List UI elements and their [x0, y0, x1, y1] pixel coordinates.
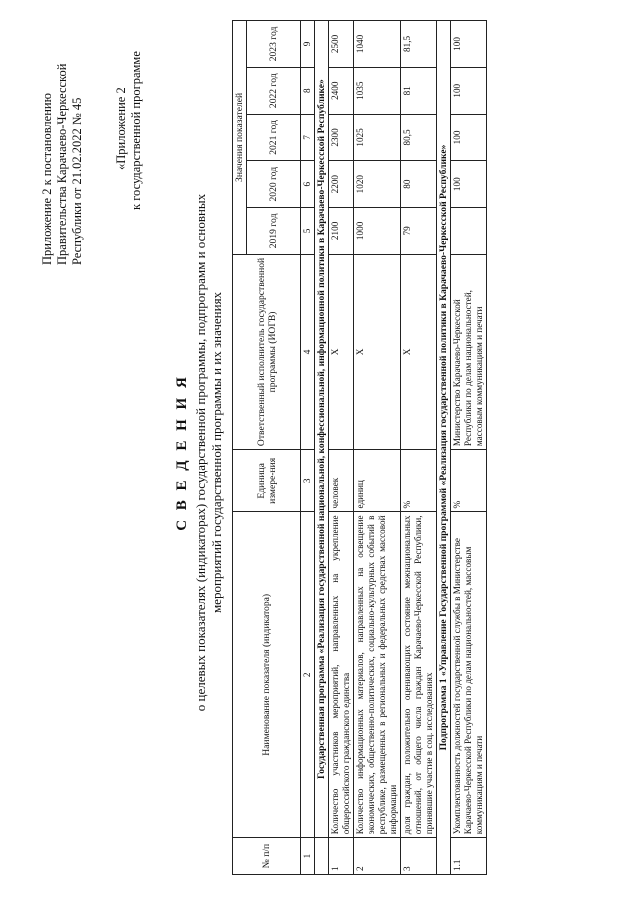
- column-number: 8: [301, 67, 315, 114]
- indicator-name: Количество участников мероприятий, направленных на укрепление общероссийского гражданского единства: [329, 512, 354, 838]
- column-number: 7: [301, 114, 315, 161]
- indicator-value: 81,5: [401, 21, 437, 68]
- column-number-row: [301, 21, 315, 875]
- table-row: [329, 21, 354, 875]
- indicator-value: [451, 208, 487, 255]
- indicator-value: 2100: [329, 208, 354, 255]
- column-number: 1: [301, 838, 315, 875]
- indicator-name: Количество информационных материалов, направленных на освещение экономических, общественно-политических, социально-культурных событий в республике, размещенных в региональных и федеральных средствах массовой информации: [354, 512, 401, 838]
- table-row: [451, 21, 487, 875]
- col-no-header: № п/п: [233, 838, 301, 875]
- indicator-value: 1000: [354, 208, 401, 255]
- indicator-value: 1040: [354, 21, 401, 68]
- indicator-name: доля граждан, положительно оценивающих состояние межнациональных отношений, от общего числа граждан Карачаево-Черкесской Республики, принявшие участие в соц. исследованиях: [401, 512, 437, 838]
- approval-line-1: Приложение 2 к постановлению: [40, 93, 54, 265]
- table-row: [401, 21, 437, 875]
- indicator-unit: %: [451, 450, 487, 512]
- subtitle-line-2: мероприятий государственной программы и их значениях: [209, 291, 224, 614]
- subprogram-title-row: [437, 21, 451, 875]
- indicator-name: Укомплектованность должностей государственной службы в Министерстве Карачаево-Черкесской Республики по делам национальностей, массовым коммуникациям и печати: [451, 512, 487, 838]
- indicator-value: 100: [451, 67, 487, 114]
- row-number: 1.1: [451, 838, 487, 875]
- indicator-unit: %: [401, 450, 437, 512]
- indicator-value: 80: [401, 161, 437, 208]
- indicator-value: 81: [401, 67, 437, 114]
- col-exec-header: Ответственный исполнитель государственной программы (ИОГВ): [233, 254, 301, 449]
- indicator-value: 100: [451, 21, 487, 68]
- empty-cell: [315, 838, 329, 875]
- row-number: 1: [329, 838, 354, 875]
- indicator-executor: X: [329, 254, 354, 449]
- column-number: 3: [301, 450, 315, 512]
- indicator-value: 2400: [329, 67, 354, 114]
- column-number: 4: [301, 254, 315, 449]
- approval-line-2: Правительства Карачаево-Черкесской: [55, 63, 69, 265]
- year-header: 2019 год: [247, 208, 301, 255]
- indicator-value: 1035: [354, 67, 401, 114]
- indicators-table: [232, 20, 487, 875]
- indicator-executor: Министерство Карачаево-Черкесской Республики по делам национальностей, массовым коммуникациям и печати: [451, 254, 487, 449]
- indicator-value: 100: [451, 114, 487, 161]
- appendix-block: [114, 51, 144, 210]
- table-row: [354, 21, 401, 875]
- indicator-unit: человек: [329, 450, 354, 512]
- document-subtitle: [193, 0, 225, 905]
- indicator-value: 2300: [329, 114, 354, 161]
- program-title: Государственная программа «Реализация государственной национальной, конфессиональной, информационной политики в Карачаево-Черкесской Республике»: [315, 21, 329, 838]
- row-number: 3: [401, 838, 437, 875]
- approval-block: [40, 64, 85, 265]
- column-number: 9: [301, 21, 315, 68]
- indicator-value: 1020: [354, 161, 401, 208]
- col-values-header: Значения показателей: [233, 21, 247, 255]
- program-title-row: [315, 21, 329, 875]
- subtitle-line-1: о целевых показателях (индикаторах) государственной программы, подпрограмм и основных: [193, 193, 208, 712]
- indicator-value: 79: [401, 208, 437, 255]
- column-number: 5: [301, 208, 315, 255]
- approval-line-3: Республики от 21.02.2022 № 45: [70, 97, 84, 265]
- indicator-value: 1025: [354, 114, 401, 161]
- year-header: 2022 год: [247, 67, 301, 114]
- column-number: 2: [301, 512, 315, 838]
- indicator-value: 100: [451, 161, 487, 208]
- indicator-unit: единиц: [354, 450, 401, 512]
- year-header: 2023 год: [247, 21, 301, 68]
- appendix-line-2: к государственной программе: [129, 51, 143, 210]
- header-row-1: [233, 21, 247, 875]
- subprogram-title: Подпрограмма 1 «Управление Государственной программой «Реализация государственной политики в Карачаево-Черкесской Республике»: [437, 21, 451, 875]
- indicator-value: 2500: [329, 21, 354, 68]
- year-header: 2020 год: [247, 161, 301, 208]
- indicator-executor: X: [401, 254, 437, 449]
- indicator-executor: X: [354, 254, 401, 449]
- column-number: 6: [301, 161, 315, 208]
- appendix-line-1: «Приложение 2: [114, 87, 128, 170]
- col-name-header: Наименование показателя (индикатора): [233, 512, 301, 838]
- document-title: С В Е Д Е Н И Я: [174, 374, 190, 531]
- indicator-value: 2200: [329, 161, 354, 208]
- indicator-value: 80,5: [401, 114, 437, 161]
- year-header: 2021 год: [247, 114, 301, 161]
- row-number: 2: [354, 838, 401, 875]
- col-unit-header: Единица измере-ния: [233, 450, 301, 512]
